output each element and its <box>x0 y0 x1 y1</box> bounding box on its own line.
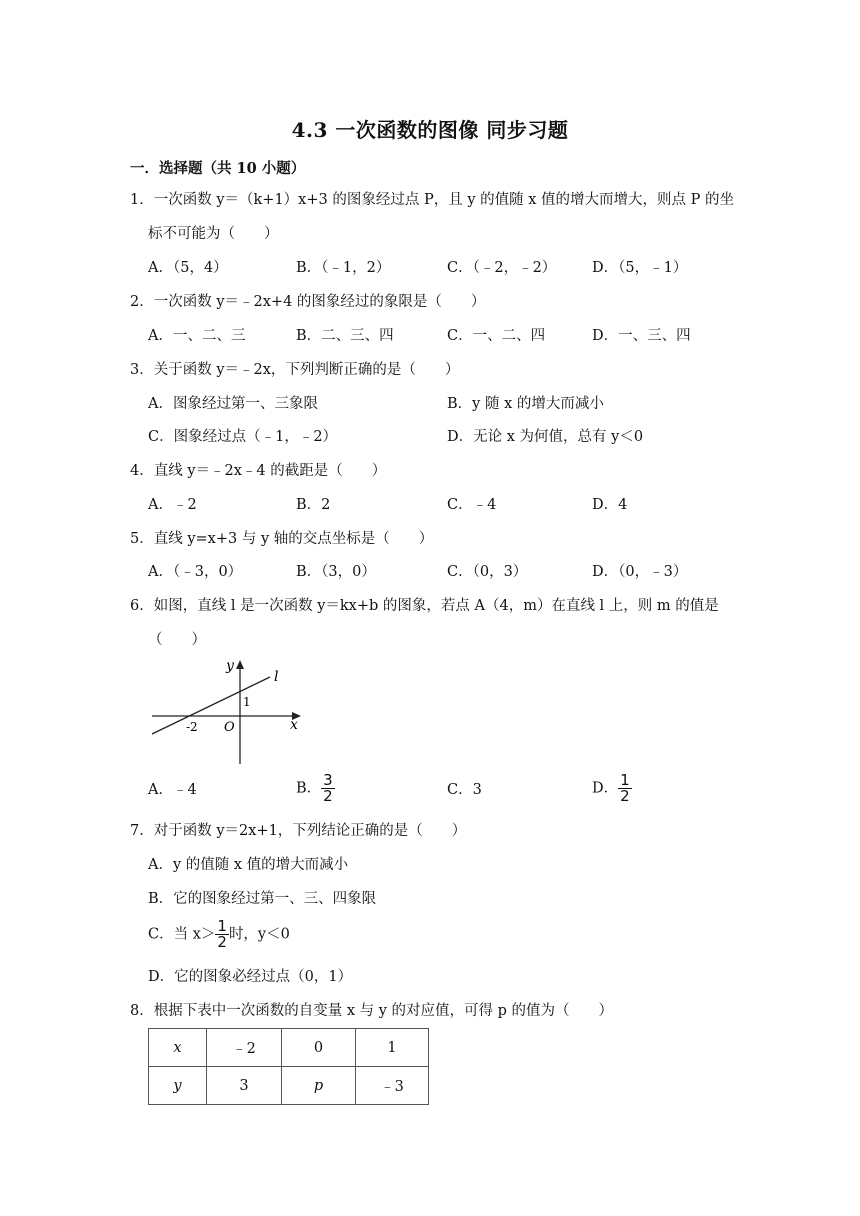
question-1-option-d: D．（5，﹣1） <box>592 260 688 276</box>
table-cell: 1 <box>356 1029 429 1067</box>
question-3-option-c: C．图象经过点（﹣1，﹣2） <box>148 429 338 445</box>
question-3-option-b: B．y 随 x 的增大而减小 <box>447 396 604 412</box>
question-3-option-a: A．图象经过第一、三象限 <box>148 396 318 412</box>
question-5-option-c: C．（0，3） <box>447 564 528 580</box>
question-4-option-c: C．﹣4 <box>447 497 497 513</box>
fraction-numerator: 3 <box>323 771 333 789</box>
question-7-option-c <box>148 919 290 950</box>
question-7-option-c-head: C．当 x＞ <box>148 926 216 943</box>
question-6-option-c: C．3 <box>447 782 482 798</box>
question-6-option-d <box>592 773 632 804</box>
table-row <box>149 1029 429 1067</box>
question-4-line-1: 4．直线 y＝﹣2x﹣4 的截距是（ ） <box>130 463 387 479</box>
y-axis-label: y <box>226 658 234 674</box>
question-5-option-a: A．（﹣3，0） <box>148 564 243 580</box>
question-6-option-b-letter: B． <box>296 780 322 797</box>
question-4-option-a: A．﹣2 <box>148 497 197 513</box>
table-cell: x <box>149 1029 207 1067</box>
question-4-option-d: D．4 <box>592 497 628 513</box>
question-6-line-2: （ ） <box>148 632 206 648</box>
section-heading: 一．选择题（共 10 小题） <box>130 160 306 177</box>
origin-label: O <box>224 720 235 735</box>
x-axis-label: x <box>290 717 298 733</box>
line-l <box>152 677 270 734</box>
table-cell: 3 <box>207 1067 282 1105</box>
question-7-option-a: A．y 的值随 x 值的增大而减小 <box>148 857 349 873</box>
table-cell: ﹣3 <box>356 1067 429 1105</box>
question-6-line-1: 6．如图，直线 l 是一次函数 y＝kx+b 的图象，若点 A（4，m）在直线 l 上，则 m 的值是 <box>130 598 719 614</box>
question-2-line-1: 2．一次函数 y＝﹣2x+4 的图象经过的象限是（ ） <box>130 294 486 310</box>
fraction-denominator: 2 <box>620 787 630 805</box>
question-3-line-1: 3．关于函数 y＝﹣2x，下列判断正确的是（ ） <box>130 362 460 378</box>
question-7-option-c-tail: 时，y＜0 <box>228 926 290 943</box>
y-intercept-label: 1 <box>243 695 251 709</box>
question-2-option-c: C．一、二、四 <box>447 328 546 344</box>
table-cell: p <box>282 1067 356 1105</box>
line-label: l <box>274 669 279 685</box>
question-2-option-b: B．二、三、四 <box>296 328 394 344</box>
question-1-line-2: 标不可能为（ ） <box>148 226 279 242</box>
table-cell: y <box>149 1067 207 1105</box>
question-5-option-d: D．（0，﹣3） <box>592 564 688 580</box>
question-1-option-b: B．（﹣1，2） <box>296 260 391 276</box>
fraction-three-halves <box>321 773 335 804</box>
page-title: 4.3 一次函数的图像 同步习题 <box>291 118 569 142</box>
question-7-option-b: B．它的图象经过第一、三、四象限 <box>148 891 377 907</box>
fraction-numerator: 1 <box>620 771 630 789</box>
question-1-option-c: C．（﹣2，﹣2） <box>447 260 557 276</box>
question-1-option-a: A．（5，4） <box>148 260 228 276</box>
question-5-option-b: B．（3，0） <box>296 564 376 580</box>
question-4-option-b: B．2 <box>296 497 331 513</box>
question-6-option-b <box>296 773 335 804</box>
table-cell: 0 <box>282 1029 356 1067</box>
question-1-line-1: 1．一次函数 y＝（k+1）x+3 的图象经过点 P，且 y 的值随 x 值的增大而增大，则点 P 的坐 <box>130 192 734 208</box>
question-6-option-a: A．﹣4 <box>148 782 197 798</box>
y-axis-arrow-icon <box>236 660 244 669</box>
question-7-line-1: 7．对于函数 y＝2x+1，下列结论正确的是（ ） <box>130 823 467 839</box>
linear-function-graph <box>150 654 305 766</box>
question-5-line-1: 5．直线 y=x+3 与 y 轴的交点坐标是（ ） <box>130 531 434 547</box>
question-2-option-a: A．一、二、三 <box>148 328 246 344</box>
fraction-numerator: 1 <box>217 917 227 935</box>
question-8-line-1: 8．根据下表中一次函数的自变量 x 与 y 的对应值，可得 p 的值为（ ） <box>130 1003 614 1019</box>
x-intercept-label: -2 <box>186 720 198 734</box>
values-table <box>148 1028 429 1105</box>
table-cell: ﹣2 <box>207 1029 282 1067</box>
fraction-one-half <box>215 919 229 950</box>
fraction-denominator: 2 <box>217 933 227 951</box>
table-row <box>149 1067 429 1105</box>
question-2-option-d: D．一、三、四 <box>592 328 691 344</box>
question-6-option-d-letter: D． <box>592 780 619 797</box>
question-3-option-d: D．无论 x 为何值，总有 y＜0 <box>447 429 644 445</box>
fraction-one-half <box>618 773 632 804</box>
fraction-denominator: 2 <box>323 787 333 805</box>
question-7-option-d: D．它的图象必经过点（0，1） <box>148 969 353 985</box>
